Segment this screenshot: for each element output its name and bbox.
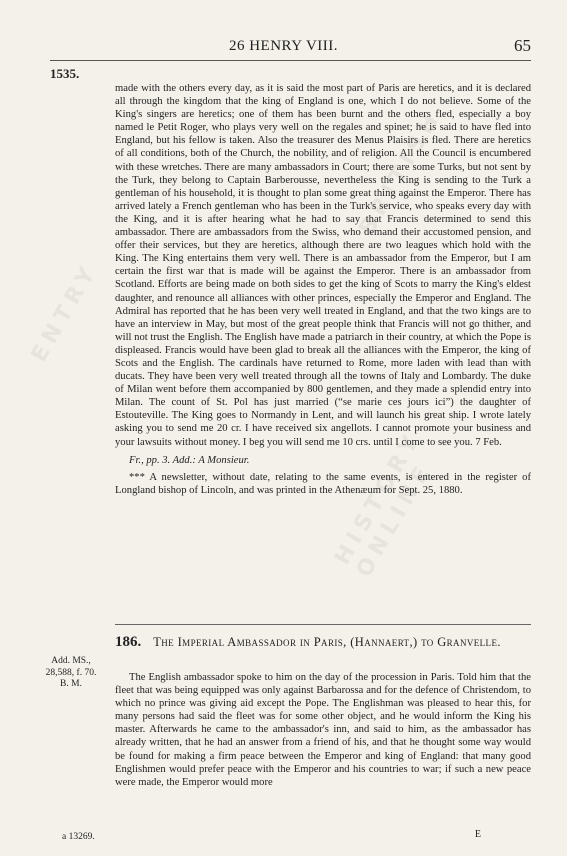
entry-number: 186. xyxy=(115,634,142,650)
source-line: Fr., pp. 3. Add.: A Monsieur. xyxy=(129,454,250,466)
watermark-text: ENTRY xyxy=(26,258,104,367)
entry-body: The English ambassador spoke to him on the day of the procession in Paris. Told him that the fleet that was being equipped was only against Barbarossa and for the defence of Christendom, to which no prince was giving aid except the Pope. The Englishman was pleased to hear this, for many persons had said the fleet was for some other object, and he would inform the King his master. Afterwards he came to the ambassador's inn, and said to him, as the ambassador has already written, that he had an answer from a friend of his, and that he thought some way would be found for making a firm peace between the Emperor and king of England: that many good Englishmen would prefer peace with the Emperor and his countries to war; if such a new peace were made, the Emperor would more xyxy=(115,672,531,788)
watermark-text: BRITISH xyxy=(354,105,447,240)
letter-body xyxy=(115,82,531,497)
gathering-letter: E xyxy=(474,829,481,840)
entry-separator xyxy=(115,624,531,625)
page-number: 65 xyxy=(514,36,531,55)
watermark-text: HISTORY ONLINE xyxy=(330,427,438,582)
margin-line: Add. MS., xyxy=(51,656,91,666)
header-rule xyxy=(50,60,531,61)
running-title: 26 HENRY VIII. xyxy=(228,38,339,54)
margin-reference xyxy=(38,656,104,691)
signature-mark: a 13269. xyxy=(62,832,95,842)
year-marker: 1535. xyxy=(50,66,80,81)
entry-heading xyxy=(115,634,531,650)
margin-line: B. M. xyxy=(60,679,82,689)
margin-line: 28,588, f. 70. xyxy=(45,667,97,678)
editorial-note: *** A newsletter, without date, relating to the same events, is entered in the register of Longland bishop of Lincoln, and was printed in the Athenæum for Sept. 25, 1880. xyxy=(115,471,531,496)
letter-paragraph: made with the others every day, as it is said the most part of Paris are heretics, and it is declared all through the kingdom that the king of England is one, which I do not believe. Some of the King's singers are heretics; one of them has been burnt and the others fled, especially a boy named le Petit Roger, who plays very well on the regales and spinet; he is said to have fled into England, but his fellow is taken. Also the treasurer des Menus Plaisirs is fled. There are heretics of all conditions, both of the Church, the nobility, and of religion. All the Council is encumbered with these wretches. There are many ambassadors in Court; there are some Turks, but not sent by the Turk, they belong to Captain Barberousse, nevertheless the King is sending to the Turk a gentleman of his household, it is thought to plan some great thing against the Emperor. There has arrived lately a French gentleman who has been in the Turk's service, who speaks every day with the King, and it is after hearing what he had to say that Francis determined to send this ambassador. There are ambassadors from the Swiss, who demand their accustomed pension, and offer their services, but they are heretics, although there are two leagues which hold with the King. The King entertains them very well. There is an ambassador from the Emperor, but I am certain the first war that is made will be against the Emperor. There is an ambassador from Scotland. Efforts are being made on both sides to get the king of Scots to marry the King's eldest daughter, and renounce all alliances with other princes, especially the Emperor and England. The Admiral has reported that he has been very well treated in England, and that the two kings are to have an interview in May, but most of the great people think that Francis will not go thither, and will not trust the English. The English have made a patriarch in their country, at which the Pope is displeased. Francis would have been glad to break all the alliances with the Emperor, the king of Scots and the English. The cardinals have returned to Rome, more laden with lead than with ducats. They have been very well treated through all the towns of Italy and Lombardy. The duke of Milan went before them accompanied by 800 gentlemen, and they made a splendid entry into Milan. The count of St. Pol has just married (“se marie ces jours ici”) the daughter of Estouteville. The King goes to Normandy in Lent, and will launch his great ship. I wrote lately asking you to send me 20 cr. I have received six angellots. I cannot promote your business and your lawsuits without money. I beg you will send me 10 crs. until I come to see you. 7 Feb. xyxy=(115,83,531,448)
page-header xyxy=(0,38,567,58)
entry-title: The Imperial Ambassador in Paris, (Hannaert,) to Granvelle. xyxy=(153,635,501,649)
